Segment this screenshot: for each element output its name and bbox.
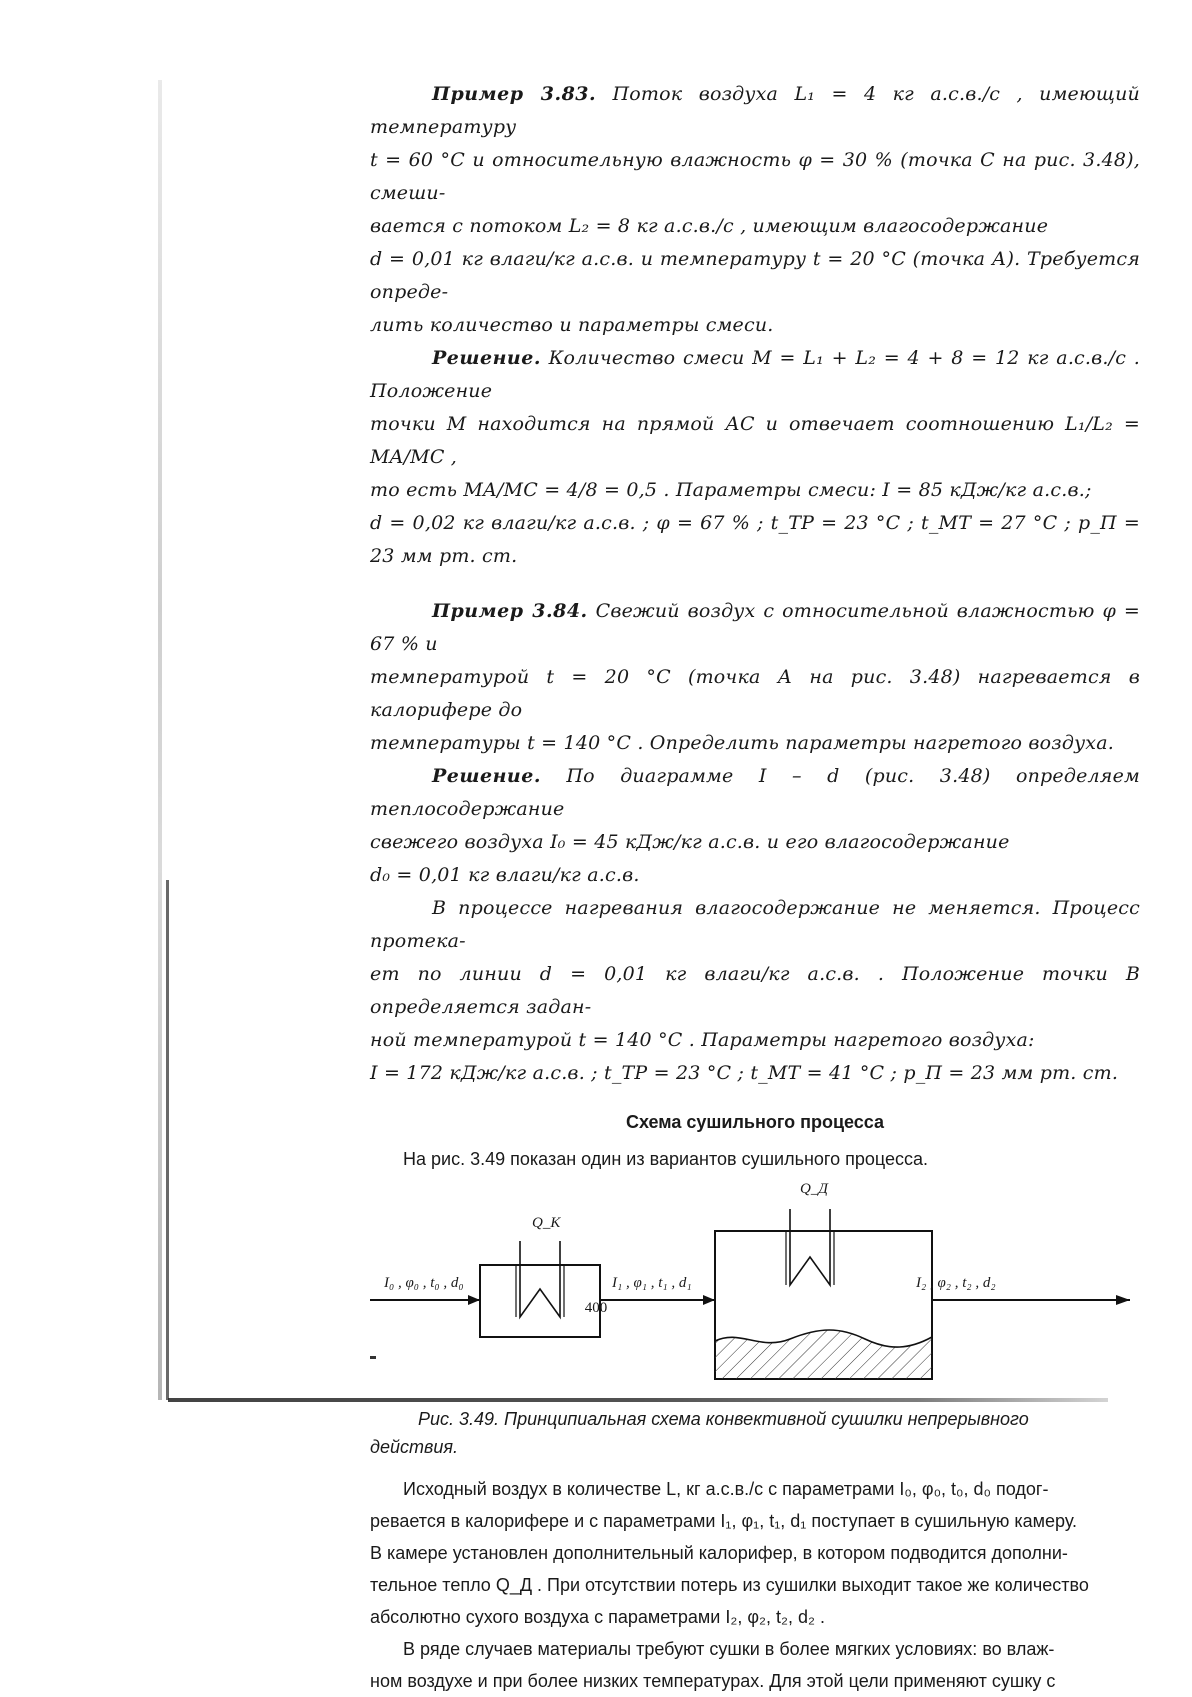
middle-params-label: I₁ , φ₁ , t₁ , d₁: [612, 1275, 692, 1291]
page-content: [370, 78, 1140, 1697]
page-number: 400: [584, 1300, 608, 1316]
scan-edge-shadow-lower: [166, 880, 169, 1400]
dryer-schematic: [370, 1179, 1140, 1397]
solution-3-83: Решение. Количество смеси M = L₁ + L₂ = 4 + 8 = 12 кг а.с.в./с . Положение точки М находится на прямой АС и отвечает соотношению L₁/L₂ = MA/MC , то есть MA/MC = 4/8 = 0,5 . Параметры смеси: I = 85 кДж/кг а.с.в.; d = 0,02 кг влаги/кг а.с.в. ; φ = 67 % ; t_ТР = 23 °C ; t_МТ = 27 °C ; p_П = 23 мм рт. ст.: [370, 347, 1140, 567]
example-title: Пример 3.83.: [432, 83, 597, 105]
heat-qk-label: Q_К: [532, 1215, 561, 1231]
example-3-83: Пример 3.83. Поток воздуха L₁ = 4 кг а.с.в./с , имеющий температуру t = 60 °C и относительную влажность φ = 30 % (точка С на рис. 3.48), смеши- вается с потоком L₂ = 8 кг а.с.в./с , имеющим влагосодержание d = 0,01 кг влаги/кг а.с.в. и температуру t = 20 °C (точка А). Требуется опреде- лить количество и параметры смеси.: [370, 83, 1140, 336]
outlet-params-label: I₂ , φ₂ , t₂ , d₂: [916, 1275, 996, 1291]
heat-qd-label: Q_Д: [800, 1181, 828, 1197]
body-paragraph-2: В ряде случаев материалы требуют сушки в более мягких условиях: во влаж- ном воздухе и при более низких температурах. Для этой цели применяют сушку с: [370, 1639, 1056, 1691]
internal-heater-coil: [790, 1209, 830, 1285]
inlet-params-label: I₀ , φ₀ , t₀ , d₀: [384, 1275, 464, 1291]
solution-title: Решение.: [432, 765, 541, 787]
solution-title: Решение.: [432, 347, 541, 369]
figure-caption: Рис. 3.49. Принципиальная схема конвективной сушилки непрерывного действия.: [370, 1409, 1029, 1457]
example-3-84: Пример 3.84. Свежий воздух с относительной влажностью φ = 67 % и температурой t = 20 °C (точка А на рис. 3.48) нагревается в калорифере до температуры t = 140 °C . Определить параметры нагретого воздуха.: [370, 600, 1140, 754]
process-3-84: В процессе нагревания влагосодержание не меняется. Процесс протека- ет по линии d = 0,01 кг влаги/кг а.с.в. . Положение точки В определяется задан- ной температурой t = 140 °C . Параметры нагретого воздуха: I = 172 кДж/кг а.с.в. ; t_ТР = 23 °C ; t_МТ = 41 °C ; p_П = 23 мм рт. ст.: [370, 897, 1140, 1084]
intro-line: На рис. 3.49 показан один из вариантов сушильного процесса.: [403, 1149, 928, 1169]
section-heading: Схема сушильного процесса: [625, 1112, 885, 1132]
body-paragraph-1: Исходный воздух в количестве L, кг а.с.в./с с параметрами I₀, φ₀, t₀, d₀ подог- ревается в калорифере и с параметрами I₁, φ₁, t₁, d₁ поступает в сушильную камеру. В камере установлен дополнительный калорифер, в котором подводится дополни- тельное тепло Q_Д . При отсутствии потерь из сушилки выходит такое же количество абсолютно сухого воздуха с параметрами I₂, φ₂, t₂, d₂ .: [370, 1479, 1089, 1627]
scan-edge-shadow: [158, 80, 162, 1400]
wet-material: [715, 1319, 932, 1379]
solution-3-84: Решение. По диаграмме I – d (рис. 3.48) определяем теплосодержание свежего воздуха I₀ = 45 кДж/кг а.с.в. и его влагосодержание d₀ = 0,01 кг влаги/кг а.с.в.: [370, 765, 1140, 886]
example-title: Пример 3.84.: [432, 600, 588, 622]
dryer-diagram: [370, 1179, 1140, 1397]
